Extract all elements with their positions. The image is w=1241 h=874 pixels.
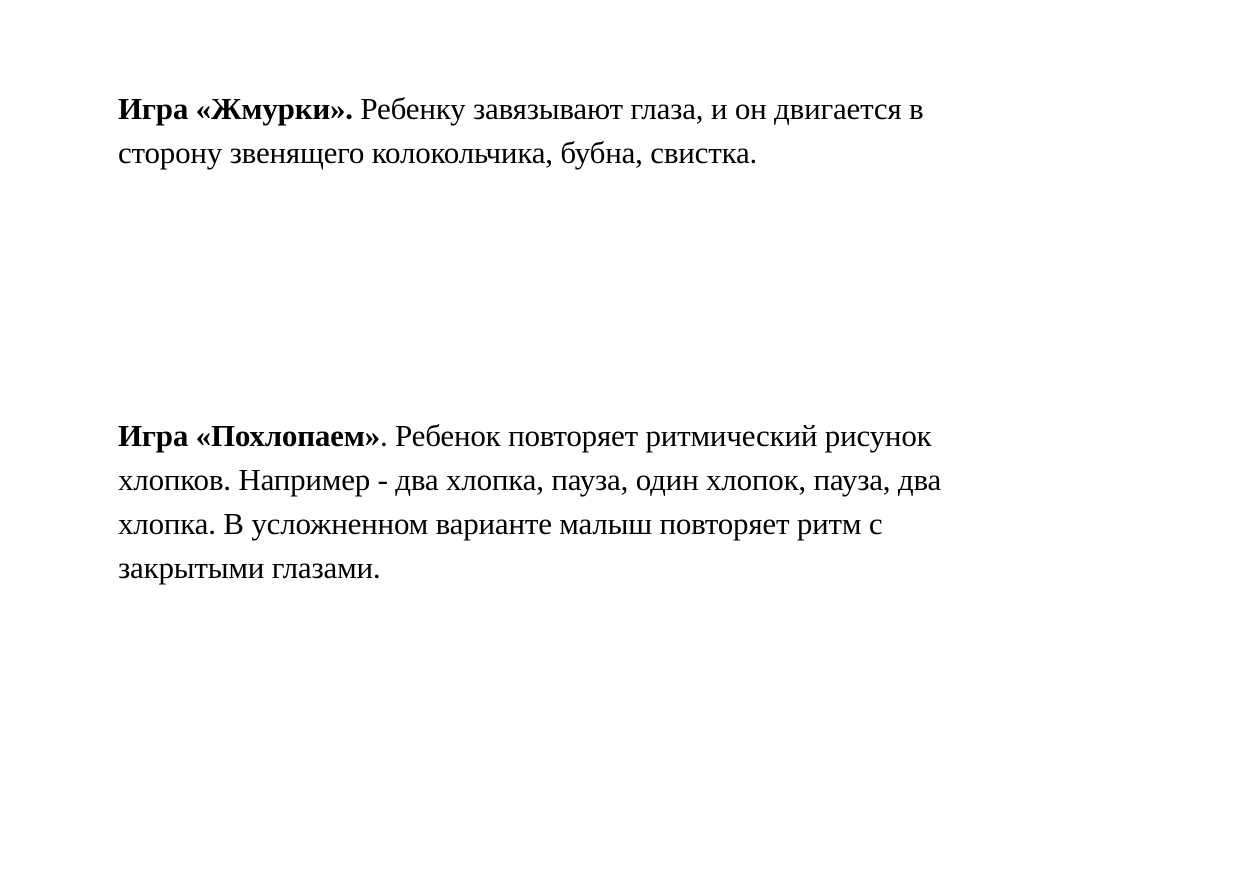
paragraph-line: хлопка. В усложненном варианте малыш повторяет ритм с: [118, 506, 883, 541]
paragraph-line: [118, 414, 1078, 458]
paragraph-text: . Ребенок повторяет ритмический рисунок: [379, 418, 932, 453]
paragraph-pokhlopaem: [118, 414, 1078, 590]
paragraph-text: Ребенку завязывают глаза, и он двигается в: [352, 91, 924, 126]
paragraph-line: [118, 87, 1078, 131]
paragraph-line: хлопков. Например - два хлопка, пауза, один хлопок, пауза, два: [118, 462, 942, 497]
game-title: Игра «Похлопаем»: [118, 418, 380, 453]
paragraph-line: закрытыми глазами.: [118, 550, 381, 585]
paragraph-zhmurki: [118, 87, 1078, 175]
paragraph-line: сторону звенящего колокольчика, бубна, свистка.: [118, 135, 758, 170]
game-title: Игра «Жмурки».: [118, 91, 353, 126]
